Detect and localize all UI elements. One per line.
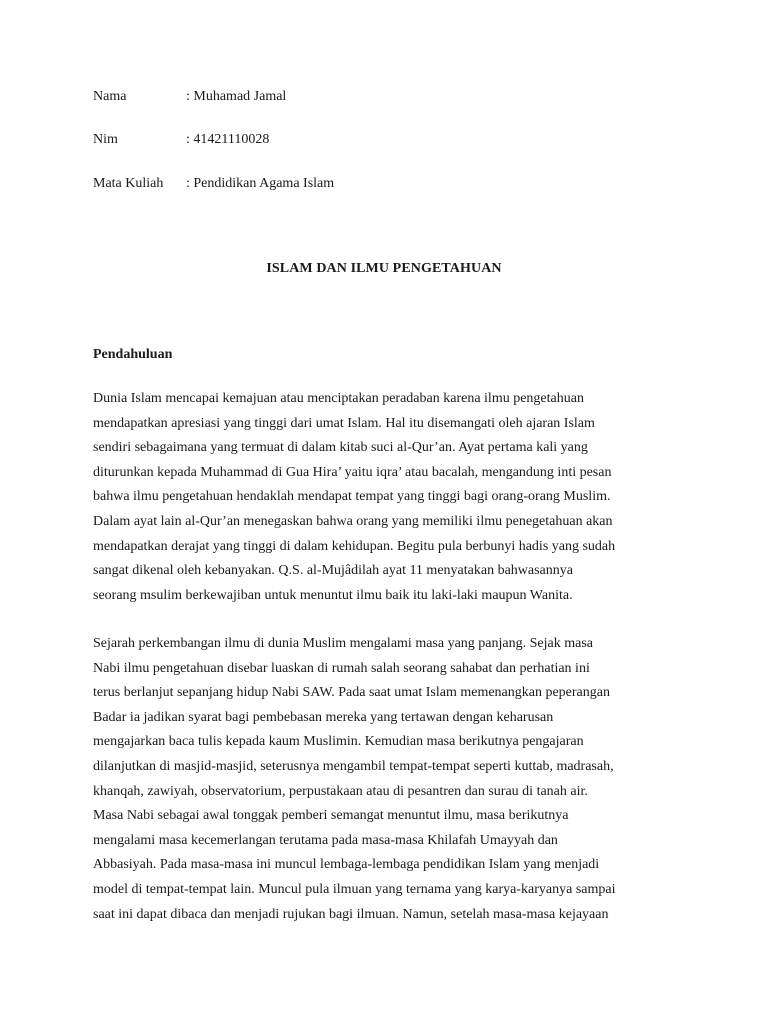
paragraph-line: khanqah, zawiyah, observatorium, perpustakaan atau di pesantren dan surau di tanah air. [93, 783, 588, 799]
paragraph-line: Badar ia jadikan syarat bagi pembebasan mereka yang tertawan dengan keharusan [93, 709, 554, 725]
meta-row-nim [93, 131, 269, 149]
paragraph-line: model di tempat-tempat lain. Muncul pula ilmuan yang ternama yang karya-karyanya sampai [93, 881, 616, 897]
document-title: ISLAM DAN ILMU PENGETAHUAN [266, 261, 502, 276]
paragraph-line: dilanjutkan di masjid-masjid, seterusnya mengambil tempat-tempat seperti kuttab, madrasah, [93, 758, 614, 774]
paragraph-line: Masa Nabi sebagai awal tonggak pemberi semangat menuntut ilmu, masa berikutnya [93, 808, 569, 824]
paragraph-1 [93, 387, 683, 608]
paragraph-line: Dalam ayat lain al-Qur’an menegaskan bahwa orang yang memiliki ilmu penegetahuan akan [93, 513, 613, 529]
meta-value-course: : Pendidikan Agama Islam [186, 176, 335, 191]
paragraph-line: Dunia Islam mencapai kemajuan atau menciptakan peradaban karena ilmu pengetahuan [93, 391, 584, 406]
paragraph-line: Nabi ilmu pengetahuan disebar luaskan di rumah salah seorang sahabat dan perhatian ini [93, 660, 590, 676]
meta-row-name [93, 88, 286, 106]
paragraph-line: seorang msulim berkewajiban untuk menuntut ilmu baik itu laki-laki maupun Wanita. [93, 587, 573, 603]
paragraph-line: mendapatkan apresiasi yang tinggi dari umat Islam. Hal itu disemangati oleh ajaran Islam [93, 415, 595, 431]
paragraph-line: Abbasiyah. Pada masa-masa ini muncul lembaga-lembaga pendidikan Islam yang menjadi [93, 857, 600, 873]
paragraph-line: sendiri sebagaimana yang termuat di dalam kitab suci al-Qur’an. Ayat pertama kali yang [93, 440, 588, 456]
meta-value-nim: : 41421110028 [186, 132, 270, 147]
paragraph-line: Sejarah perkembangan ilmu di dunia Muslim mengalami masa yang panjang. Sejak masa [93, 636, 593, 651]
meta-row-course [93, 175, 334, 193]
meta-label-name: Nama [93, 89, 127, 104]
paragraph-line: bahwa ilmu pengetahuan hendaklah mendapat tempat yang tinggi bagi orang-orang Muslim. [93, 489, 611, 505]
paragraph-line: terus berlanjut sepanjang hidup Nabi SAW. Pada saat umat Islam memenangkan peperangan [93, 685, 610, 701]
paragraph-line: mendapatkan derajat yang tinggi di dalam kehidupan. Begitu pula berbunyi hadis yang sudah [93, 538, 616, 554]
paragraph-2 [93, 632, 683, 927]
paragraph-line: diturunkan kepada Muhammad di Gua Hira’ yaitu iqra’ atau bacalah, mengandung inti pesan [93, 464, 612, 480]
paragraph-line: mengalami masa kecemerlangan terutama pada masa-masa Khilafah Umayyah dan [93, 832, 558, 848]
paragraph-line: sangat dikenal oleh kebanyakan. Q.S. al-Mujâdilah ayat 11 menyatakan bahwasannya [93, 563, 573, 579]
meta-label-nim: Nim [93, 132, 118, 147]
paragraph-line: saat ini dapat dibaca dan menjadi rujukan bagi ilmuan. Namun, setelah masa-masa kejayaan [93, 906, 609, 922]
section-heading: Pendahuluan [93, 347, 173, 362]
meta-label-course: Mata Kuliah [93, 176, 164, 191]
meta-value-name: : Muhamad Jamal [186, 89, 287, 104]
paragraph-line: mengajarkan baca tulis kepada kaum Muslimin. Kemudian masa berikutnya pengajaran [93, 734, 584, 750]
